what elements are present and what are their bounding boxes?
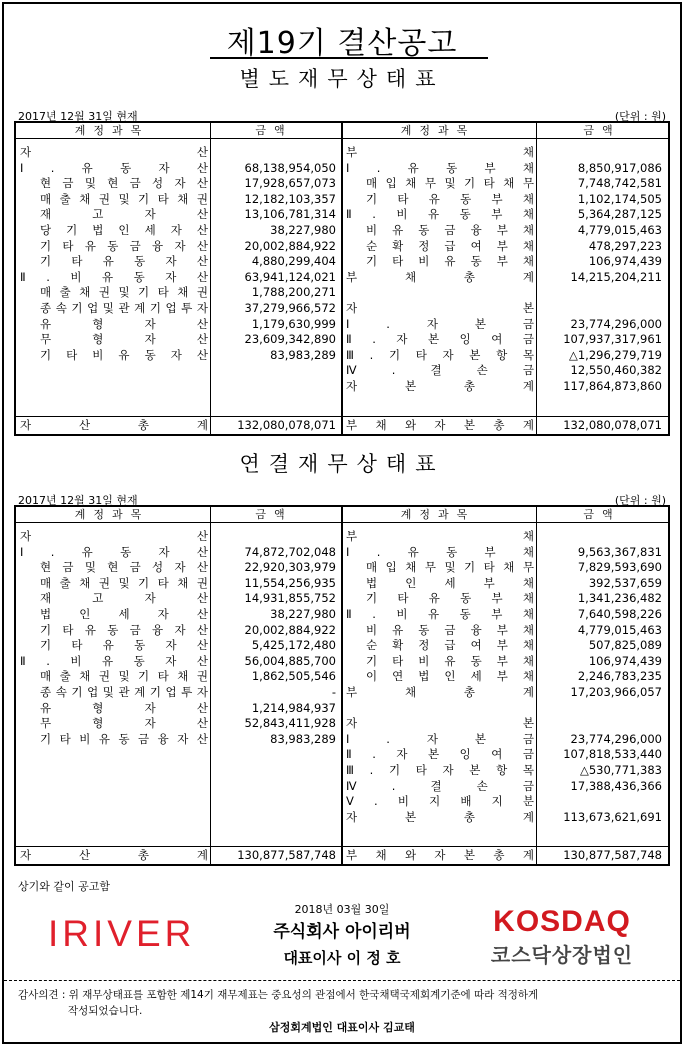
amount-cell: 106,974,439: [588, 254, 662, 269]
header-cell: 계정과목: [74, 124, 150, 137]
audit-opinion-line2: 작성되었습니다.: [68, 1005, 143, 1017]
amount-cell: 17,203,966,057: [570, 685, 662, 699]
liability-row: [16, 637, 668, 653]
account-label-text: 부 채: [346, 145, 534, 159]
liability-row: [16, 590, 668, 606]
account-label-text: 이 연 법 인 세 부 채: [366, 669, 534, 684]
account-label: [346, 300, 534, 316]
account-label: [346, 362, 534, 378]
account-label-text: 부 채 총 계: [346, 269, 534, 284]
account-label: [366, 590, 534, 606]
amount-cell: 11,554,256,935: [244, 575, 336, 590]
liability-row: [16, 715, 668, 731]
kosdaq-logo: [488, 905, 636, 968]
account-label-text: Ⅱ . 자 본 잉 여 금: [346, 332, 534, 347]
account-label: [346, 544, 534, 560]
amount-cell: 5,425,172,480: [251, 638, 336, 653]
amount-cell: 117,864,873,860: [563, 379, 662, 393]
amount-cell: 74,872,702,048: [244, 544, 336, 559]
amount-cell: 52,843,411,928: [244, 716, 336, 731]
account-label-text: 기 타 비 유 동 부 채: [366, 254, 534, 269]
account-label: [346, 847, 534, 863]
amount-cell: 7,829,593,690: [577, 560, 662, 575]
amount-cell: 1,179,630,999: [251, 316, 336, 331]
account-label-text: 기 타 유 동 부 채: [366, 591, 534, 606]
account-label-text: Ⅰ . 유 동 자 산: [20, 544, 208, 559]
liability-row: [16, 144, 668, 160]
account-label-text: 재 고 자 산: [40, 207, 208, 222]
amount-cell: 1,214,984,937: [251, 700, 336, 715]
account-label-text: Ⅳ . 결 손 금: [346, 363, 534, 378]
account-label: [346, 269, 534, 285]
account-label: [346, 316, 534, 332]
ceo-name: 대표이사 이 정 호: [283, 949, 401, 967]
account-label: [346, 417, 534, 433]
total-liab-equity-amount: 132,080,078,071: [563, 418, 662, 432]
liability-row: [16, 544, 668, 560]
account-label: [366, 559, 534, 575]
amount-cell: 83,983,289: [270, 347, 336, 362]
liability-row: [16, 238, 668, 254]
liability-row: [16, 300, 668, 316]
liability-row: [16, 653, 668, 669]
account-label: [366, 253, 534, 269]
account-label-text: 순 확 정 급 여 부 채: [366, 638, 534, 653]
account-label-text: 종 속 기 업 및 관 계 기 업 투 자: [40, 685, 208, 699]
amount-cell: △530,771,383: [579, 763, 662, 777]
liability-row: [16, 668, 668, 684]
account-label: [346, 144, 534, 160]
amount-cell: 107,937,317,961: [563, 332, 662, 347]
total-assets-amount: 132,080,078,071: [237, 418, 336, 432]
amount-cell: 37,279,966,572: [244, 301, 336, 315]
amount-cell: 23,609,342,890: [244, 332, 336, 347]
account-label-text: Ⅱ . 비 유 동 자 산: [20, 653, 208, 668]
account-label: [366, 653, 534, 669]
account-label-text: 자 산: [20, 145, 208, 159]
account-label-text: 자 본 총 계: [346, 379, 534, 393]
liability-row: [16, 160, 668, 176]
consolidated-title: 연결재무상태표: [239, 452, 445, 476]
amount-cell: 5,364,287,125: [577, 207, 662, 222]
account-label-text: 기 타 비 유 동 금 융 자 산: [40, 731, 208, 746]
account-label-text: 유 형 자 산: [40, 316, 208, 331]
amount-cell: 13,106,781,314: [244, 207, 336, 222]
amount-cell: 14,215,204,211: [570, 269, 662, 284]
total-liab-equity-amount: 130,877,587,748: [563, 848, 662, 862]
auditor-name: 삼정회계법인 대표이사 김교태: [269, 1021, 415, 1034]
account-label-text: 자 산: [20, 529, 208, 543]
total-row: [16, 847, 668, 863]
account-label: [366, 668, 534, 684]
account-label: [366, 222, 534, 238]
account-label-text: 순 확 정 급 여 부 채: [366, 238, 534, 253]
total-row: [16, 417, 668, 433]
amount-cell: △1,296,279,719: [569, 347, 662, 362]
account-label-text: 부 채: [346, 529, 534, 543]
amount-cell: 83,983,289: [270, 731, 336, 746]
amount-cell: 23,774,296,000: [570, 316, 662, 331]
account-label-text: 현 금 및 현 금 성 자 산: [40, 176, 208, 191]
account-label-text: 기 타 유 동 부 채: [366, 191, 534, 206]
account-label-text: Ⅱ . 비 유 동 부 채: [346, 607, 534, 621]
separate-date: 2017년 12월 31일 현재: [18, 110, 138, 123]
account-label-text: 비 유 동 금 융 부 채: [366, 622, 534, 637]
account-label-text: 무 형 자 산: [40, 332, 208, 347]
account-label-text: 매 입 채 무 및 기 타 채 무: [366, 176, 534, 191]
liability-row: [16, 269, 668, 285]
liability-row: [16, 362, 668, 378]
account-label-text: Ⅱ . 자 본 잉 여 금: [346, 747, 534, 762]
liability-row: [16, 284, 668, 300]
amount-cell: 56,004,885,700: [244, 653, 336, 668]
audit-opinion-line1: 감사의견 : 위 재무상태표를 포함한 제14기 재무제표는 중요성의 관점에서 한국채택국제회계기준에 따라 적정하게: [18, 989, 539, 1001]
amount-cell: 63,941,124,021: [244, 269, 336, 284]
account-label-text: Ⅰ . 자 본 금: [346, 731, 534, 746]
account-label: [346, 160, 534, 176]
amount-cell: 392,537,659: [588, 575, 662, 590]
amount-cell: 14,931,855,752: [244, 591, 336, 606]
account-label: [366, 238, 534, 254]
liability-row: [16, 316, 668, 332]
account-label: [346, 378, 534, 394]
account-label-text: Ⅴ . 비 지 배 지 분: [346, 794, 534, 809]
account-label-text: 매 입 채 무 및 기 타 채 무: [366, 560, 534, 575]
header-cell: 금액: [255, 124, 293, 137]
liability-row: [16, 175, 668, 191]
account-label-text: 자 산 총 계: [20, 418, 208, 432]
account-label-text: 자 산 총 계: [20, 848, 208, 862]
account-label: [20, 847, 208, 863]
amount-cell: 23,774,296,000: [570, 731, 662, 746]
liability-row: [16, 762, 668, 778]
amount-cell: 4,779,015,463: [577, 223, 662, 237]
account-label: [346, 206, 534, 222]
account-label-text: Ⅰ . 자 본 금: [346, 316, 534, 331]
account-label-text: 기 타 비 유 동 부 채: [366, 653, 534, 668]
amount-cell: 12,550,460,382: [570, 363, 662, 378]
amount-cell: 17,388,436,366: [570, 778, 662, 793]
liability-row: [16, 253, 668, 269]
account-label-text: 매 출 채 권 및 기 타 채 권: [40, 285, 208, 300]
account-label-text: Ⅰ . 유 동 부 채: [346, 544, 534, 559]
liability-row: [16, 222, 668, 238]
account-label: [366, 622, 534, 638]
account-label: [346, 762, 534, 778]
account-label: [366, 575, 534, 591]
liability-row: [16, 347, 668, 363]
kosdaq-listed-text: 코스닥상장법인: [490, 943, 634, 967]
kosdaq-logo-text: KOSDAQ: [493, 905, 631, 938]
account-label-text: 자 본 총 계: [346, 809, 534, 824]
liability-row: [16, 778, 668, 794]
amount-cell: [538, 144, 662, 160]
account-label-text: 부 채 총 계: [346, 685, 534, 699]
amount-cell: 1,788,200,271: [251, 285, 336, 300]
account-label-text: 무 형 자 산: [40, 716, 208, 731]
account-label-text: 매 출 채 권 및 기 타 채 권: [40, 669, 208, 684]
liability-row: [16, 700, 668, 716]
account-label-text: 법 인 세 자 산: [40, 607, 208, 621]
liability-row: [16, 731, 668, 747]
liability-row: [16, 793, 668, 809]
account-label-text: 자 본: [346, 716, 534, 731]
amount-cell: 9,563,367,831: [577, 544, 662, 559]
amount-cell: 4,880,299,404: [251, 254, 336, 269]
account-label-text: 비 유 동 금 융 부 채: [366, 223, 534, 237]
amount-cell: 1,102,174,505: [577, 191, 662, 206]
account-label-text: Ⅰ . 유 동 자 산: [20, 160, 208, 175]
account-label: [366, 191, 534, 207]
amount-cell: 20,002,884,922: [244, 622, 336, 637]
account-label-text: 매 출 채 권 및 기 타 채 권: [40, 575, 208, 590]
header-cell: 계정과목: [400, 508, 476, 521]
account-label-text: Ⅱ . 비 유 동 자 산: [20, 269, 208, 284]
account-label-text: Ⅲ . 기 타 자 본 항 목: [346, 763, 534, 777]
amount-cell: [538, 700, 662, 716]
account-label: [346, 746, 534, 762]
account-label-text: 유 형 자 산: [40, 700, 208, 715]
amount-cell: [538, 715, 662, 731]
account-label-text: 현 금 및 현 금 성 자 산: [40, 560, 208, 575]
account-label-text: 매 출 채 권 및 기 타 채 권: [40, 191, 208, 206]
iriver-logo: IRIVER: [48, 913, 196, 954]
header-cell: 금액: [583, 124, 621, 137]
title-underline: [210, 57, 488, 59]
liability-row: [16, 191, 668, 207]
amount-cell: 38,227,980: [270, 223, 336, 237]
account-label-text: 자 본: [346, 301, 534, 315]
amount-cell: 7,748,742,581: [577, 176, 662, 191]
amount-cell: 12,182,103,357: [244, 191, 336, 206]
amount-cell: 113,673,621,691: [563, 809, 662, 824]
total-assets-amount: 130,877,587,748: [237, 848, 336, 862]
consolidated-unit: (단위 : 원): [614, 494, 666, 507]
account-label-text: Ⅲ . 기 타 자 본 항 목: [346, 347, 534, 362]
account-label-text: 당 기 법 인 세 자 산: [40, 223, 208, 237]
header-cell: 금액: [583, 508, 621, 521]
amount-cell: 507,825,089: [588, 638, 662, 653]
account-label-text: 기 타 유 동 금 융 자 산: [40, 238, 208, 253]
header-cell: 계정과목: [74, 508, 150, 521]
liability-row: [16, 331, 668, 347]
footer-divider: [4, 980, 680, 981]
account-label: [346, 715, 534, 731]
account-label-text: Ⅳ . 결 손 금: [346, 778, 534, 793]
header-cell: 계정과목: [400, 124, 476, 137]
amount-cell: 22,920,303,979: [244, 560, 336, 575]
account-label-text: 종 속 기 업 및 관 계 기 업 투 자: [40, 301, 208, 315]
account-label: [346, 347, 534, 363]
amount-cell: 68,138,954,050: [244, 160, 336, 175]
liability-row: [16, 809, 668, 825]
liability-row: [16, 622, 668, 638]
consolidated-date: 2017년 12월 31일 현재: [18, 494, 138, 507]
amount-cell: [538, 300, 662, 316]
amount-cell: 107,818,533,440: [563, 747, 662, 762]
amount-cell: [538, 284, 662, 300]
account-label-text: 기 타 유 동 금 융 자 산: [40, 622, 208, 637]
amount-cell: 2,246,783,235: [577, 669, 662, 684]
liability-row: [16, 528, 668, 544]
company-name: 주식회사 아이리버: [273, 922, 411, 942]
amount-cell: 106,974,439: [588, 653, 662, 668]
liability-row: [16, 378, 668, 394]
account-label-text: 재 고 자 산: [40, 591, 208, 606]
account-label: [346, 793, 534, 809]
account-label-text: Ⅰ . 유 동 부 채: [346, 160, 534, 175]
liability-row: [16, 559, 668, 575]
account-label-text: 기 타 유 동 자 산: [40, 638, 208, 653]
liability-row: [16, 575, 668, 591]
liability-row: [16, 606, 668, 622]
separate-table: [14, 121, 670, 436]
separate-unit: (단위 : 원): [614, 110, 666, 123]
account-label: [346, 809, 534, 825]
amount-cell: 17,928,657,073: [244, 176, 336, 191]
amount-cell: [538, 793, 662, 809]
account-label: [366, 637, 534, 653]
liability-row: [16, 206, 668, 222]
separate-title: 별도재무상태표: [239, 67, 445, 91]
amount-cell: 478,297,223: [588, 238, 662, 253]
consolidated-table: [14, 505, 670, 866]
account-label-text: 법 인 세 부 채: [366, 575, 534, 590]
account-label: [346, 331, 534, 347]
account-label-text: 부 채 와 자 본 총 계: [346, 848, 534, 862]
liability-row: [16, 746, 668, 762]
amount-cell: 20,002,884,922: [244, 238, 336, 253]
liability-row: [16, 684, 668, 700]
account-label-text: 기 타 유 동 자 산: [40, 254, 208, 269]
amount-cell: 4,779,015,463: [577, 622, 662, 637]
account-label: [366, 175, 534, 191]
account-label: [346, 731, 534, 747]
amount-cell: -: [331, 685, 336, 699]
header-cell: 금액: [255, 508, 293, 521]
account-label-text: 부 채 와 자 본 총 계: [346, 418, 534, 432]
amount-cell: 1,862,505,546: [251, 669, 336, 684]
amount-cell: [538, 528, 662, 544]
account-label: [346, 606, 534, 622]
amount-cell: 38,227,980: [270, 607, 336, 621]
page-title: 제19기 결산공고: [226, 26, 458, 61]
announce-date: 2018년 03월 30일: [294, 903, 390, 916]
amount-cell: 1,341,236,482: [577, 591, 662, 606]
account-label: [346, 684, 534, 700]
account-label-text: 기 타 비 유 동 자 산: [40, 347, 208, 362]
amount-cell: 7,640,598,226: [577, 607, 662, 621]
account-label: [20, 417, 208, 433]
account-label: [346, 778, 534, 794]
amount-cell: 8,850,917,086: [577, 160, 662, 175]
account-label: [346, 528, 534, 544]
notice-text: 상기와 같이 공고함: [18, 880, 111, 893]
account-label-text: Ⅱ . 비 유 동 부 채: [346, 207, 534, 222]
